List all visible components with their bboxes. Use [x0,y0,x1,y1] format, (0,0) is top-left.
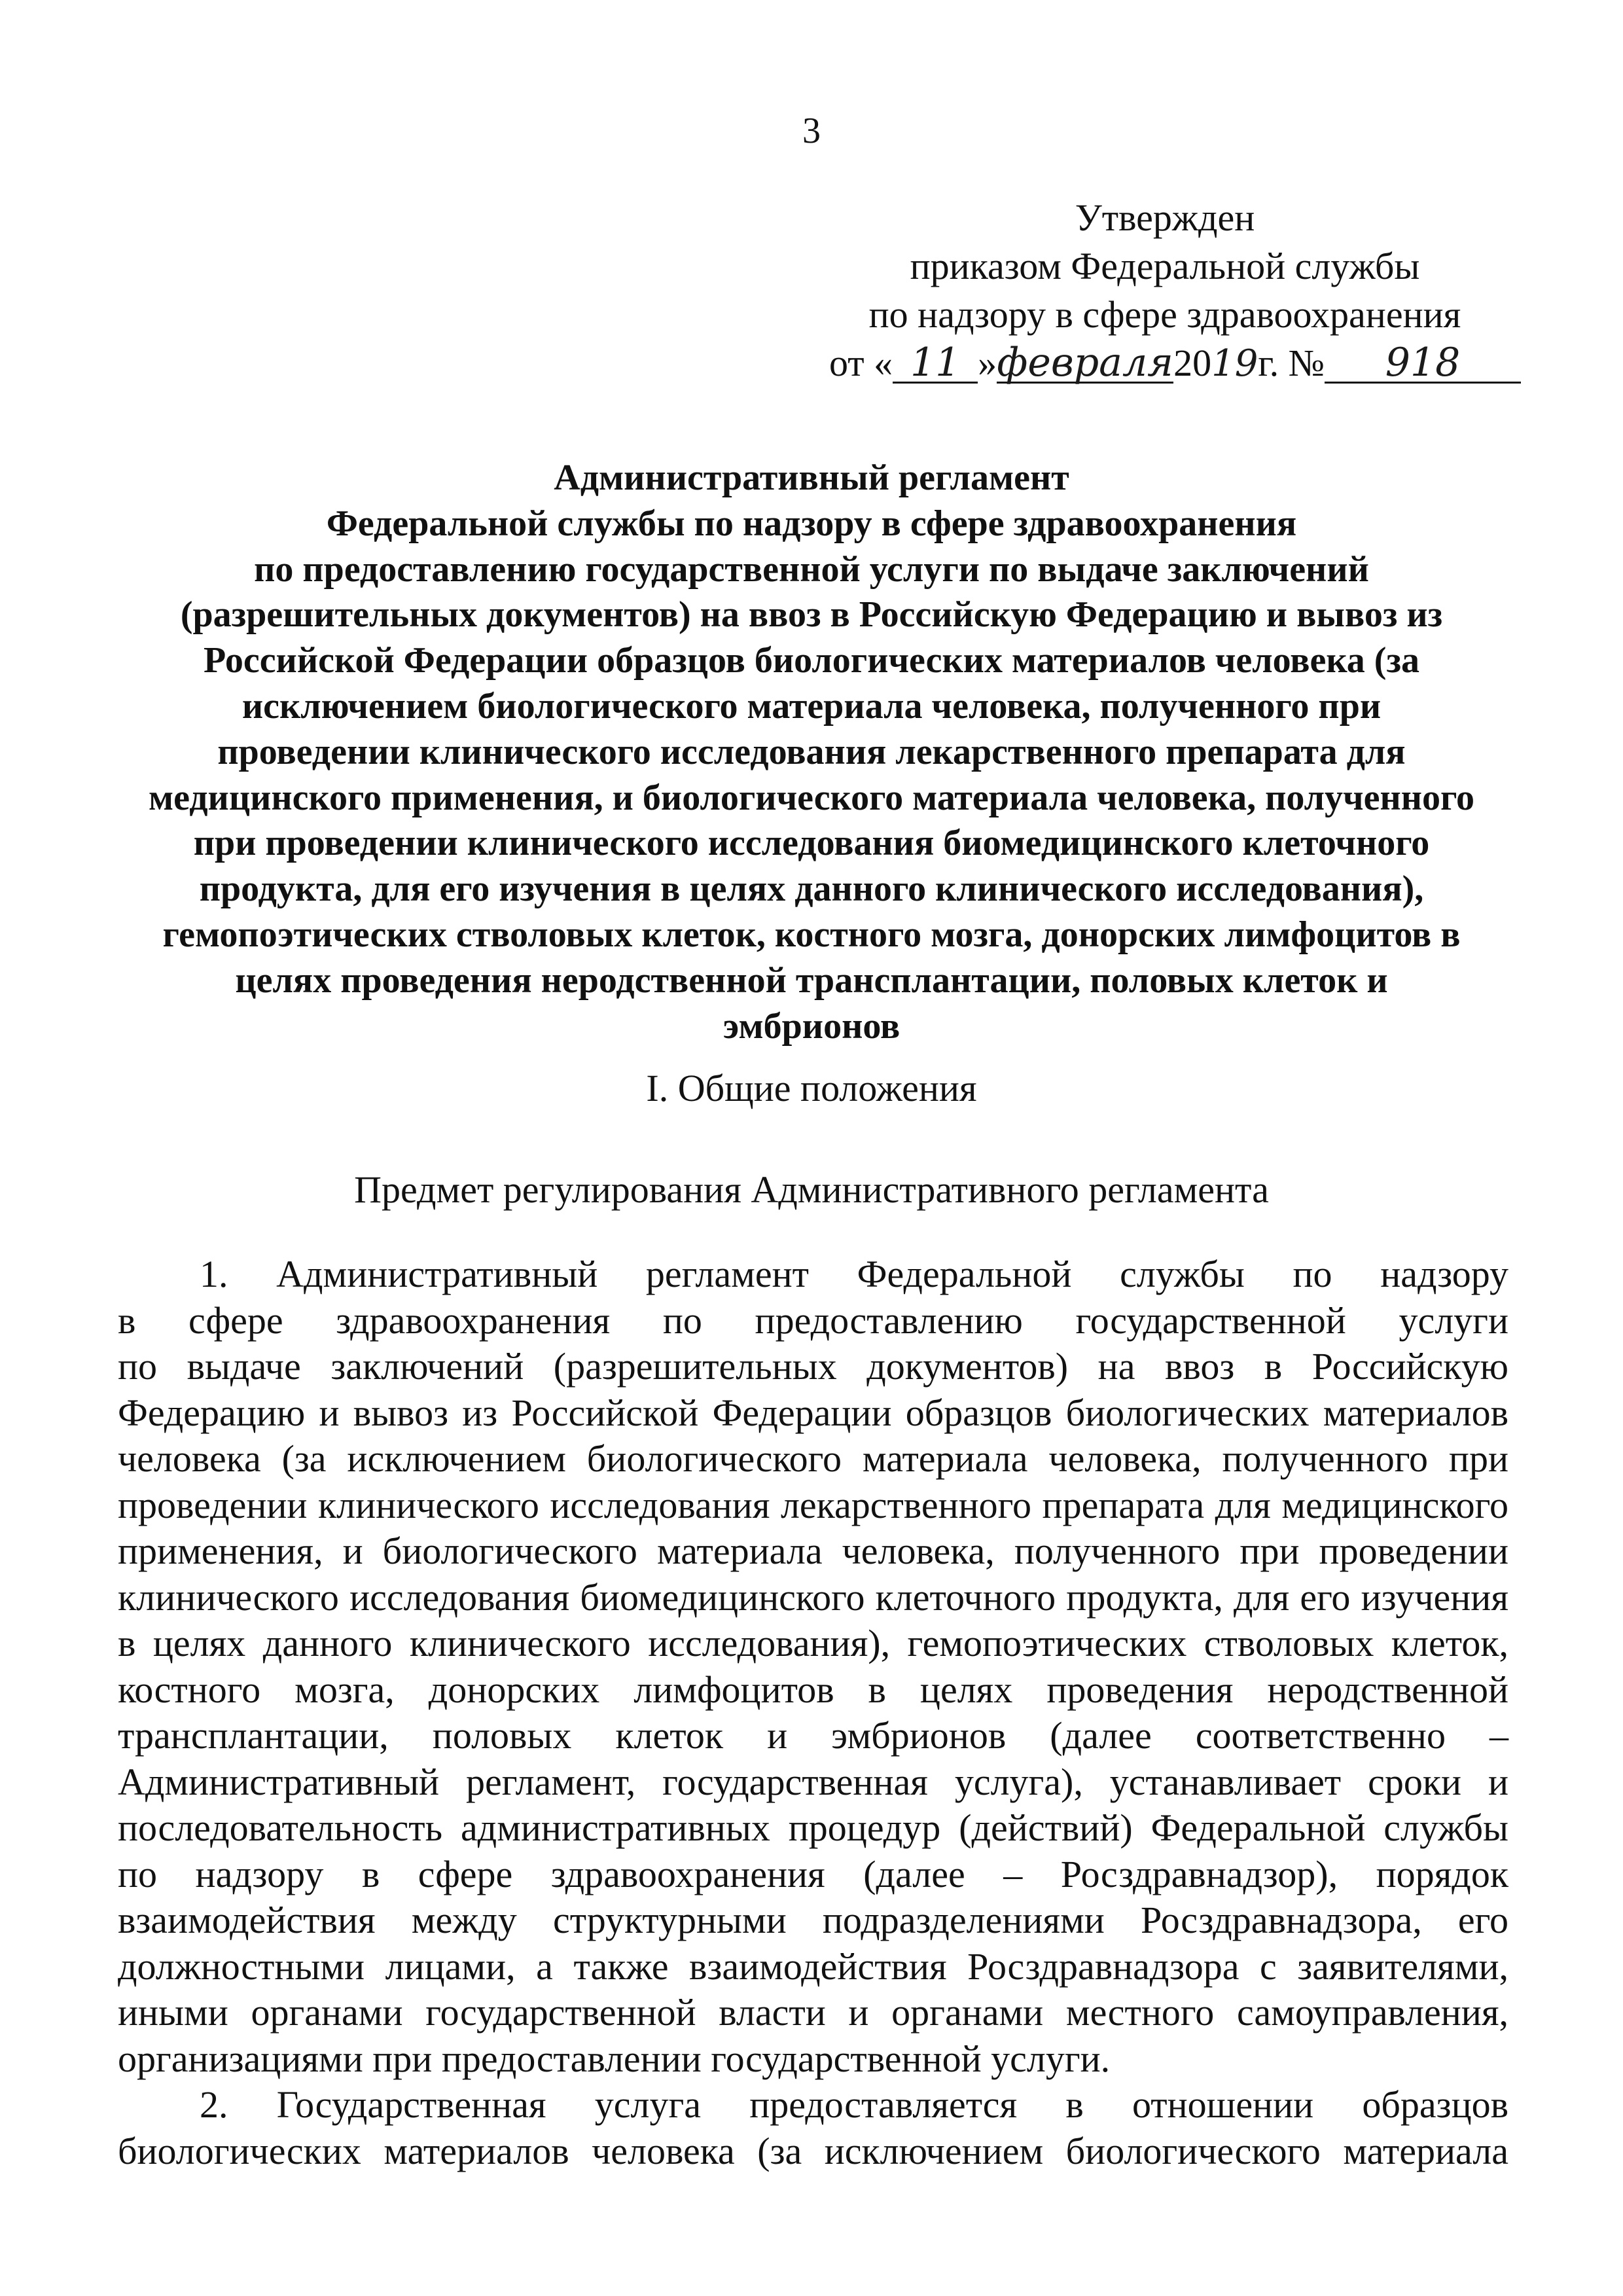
paragraph-1-line: в сфере здравоохранения по предоставлению государственной услуги [118,1299,1508,1342]
paragraph-1-line: иными органами государственной власти и органами местного самоуправления, [118,1991,1508,2034]
order-year-prefix: 20 [1173,342,1212,384]
approval-line-2: приказом Федеральной службы [910,245,1420,287]
paragraph-2-line: 2. Государственная услуга предоставляется в отношении образцов [200,2083,1508,2126]
section-heading: I. Общие положения [646,1067,977,1109]
paragraph-1-line: по надзору в сфере здравоохранения (далее – Росздравнадзор), порядок [118,1852,1508,1895]
paragraph-1-line: клинического исследования биомедицинского клеточного продукта, для его изучения [118,1575,1508,1619]
approval-line-1: Утвержден [1075,196,1255,239]
title-line: (разрешительных документов) на ввоз в Российскую Федерацию и вывоз из [180,594,1443,636]
page-number: 3 [802,111,821,151]
order-year-suffix-handwritten: 19 [1211,342,1258,385]
body-text [118,1251,1508,2174]
order-day-handwritten: 11 [893,344,978,384]
paragraph-1-line: последовательность административных процедур (действий) Федеральной службы [118,1806,1508,1849]
title-line: исключением биологического материала человека, полученного при [241,685,1382,726]
paragraph-1-line: применения, и биологического материала человека, полученного при проведении [118,1530,1508,1572]
subsection-heading: Предмет регулирования Административного регламента [354,1168,1269,1211]
paragraph-1-line: взаимодействия между структурными подразделениями Росздравнадзора, его [118,1899,1508,1941]
paragraph-1-line: организациями при предоставлении государственной услуги. [118,2037,1111,2080]
title-line: по предоставлению государственной услуги по выдаче заключений [254,548,1369,590]
title-line: при проведении клинического исследования биомедицинского клеточного [193,823,1430,864]
order-number-label: г. № [1258,342,1325,384]
order-month-handwritten: февраля [997,340,1173,386]
paragraph-1-line: костного мозга, донорских лимфоцитов в целях проведения неродственной [118,1668,1508,1711]
title-line: Российской Федерации образцов биологических материалов человека (за [204,640,1419,681]
order-prefix: от « [829,342,893,384]
order-mid: » [978,342,997,384]
title-line: медицинского применения, и биологического материала человека, полученного [148,777,1475,818]
order-date-number-line [812,339,1521,387]
approval-line-3: по надзору в сфере здравоохранения [868,293,1461,336]
paragraph-1-line: должностными лицами, а также взаимодействия Росздравнадзора с заявителями, [118,1945,1508,1988]
title-line: Административный регламент [554,457,1069,498]
paragraph-1-line: по выдаче заключений (разрешительных документов) на ввоз в Российскую [118,1345,1508,1388]
paragraph-1-line: в целях данного клинического исследования), гемопоэтических стволовых клеток, [118,1622,1508,1664]
title-line: гемопоэтических стволовых клеток, костного мозга, донорских лимфоцитов в [162,914,1461,955]
approval-block [812,194,1518,387]
title-line: эмбрионов [722,1005,901,1047]
paragraph-2-line: биологических материалов человека (за исключением биологического материала [118,2129,1508,2172]
order-number-handwritten: 918 [1325,344,1521,384]
paragraph-1-line: трансплантации, половых клеток и эмбрионов (далее соответственно – [118,1714,1508,1757]
paragraph-1-line: 1. Административный регламент Федеральной службы по надзору [200,1253,1508,1295]
document-title [105,456,1518,1049]
paragraph-1-line: Федерацию и вывоз из Российской Федерации образцов биологических материалов [118,1391,1508,1434]
title-line: продукта, для его изучения в целях данного клинического исследования), [199,869,1424,910]
paragraph-1-line: человека (за исключением биологического материала человека, полученного при [118,1437,1508,1480]
paragraph-1-line: Административный регламент, государственная услуга), устанавливает сроки и [118,1760,1508,1803]
title-line: целях проведения неродственной трансплантации, половых клеток и [235,960,1388,1001]
paragraph-1-line: проведении клинического исследования лекарственного препарата для медицинского [118,1483,1508,1526]
title-line: проведении клинического исследования лекарственного препарата для [217,731,1406,772]
title-line: Федеральной службы по надзору в сфере здравоохранения [326,503,1297,544]
